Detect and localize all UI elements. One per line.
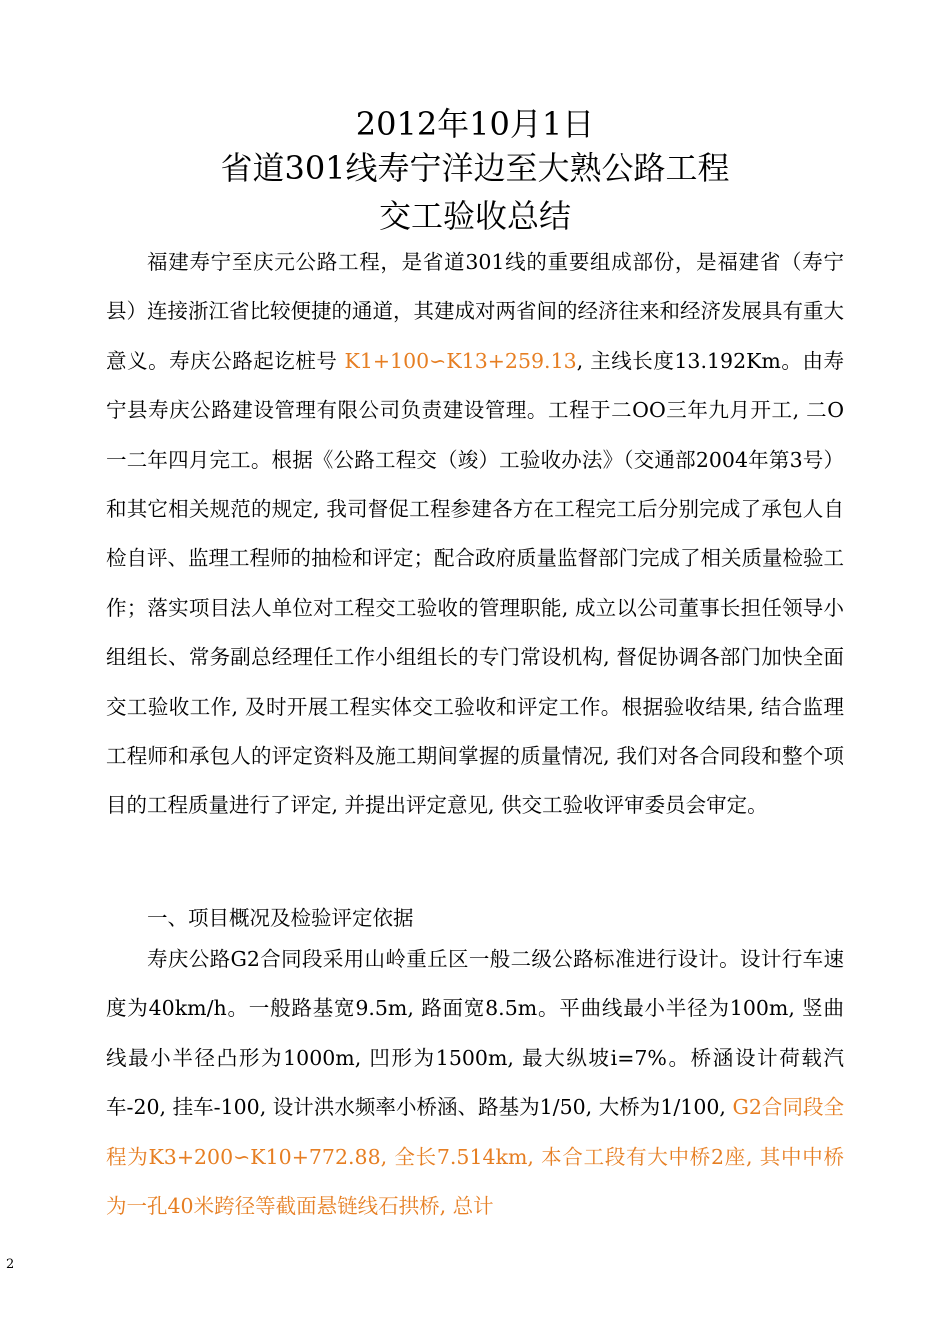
intro-text-a: 福建寿宁至庆元公路工程，是省道301线的重要组成部份，是福建省（寿宁县）连接浙江省比较便捷的通道，其建成对两省间的经济往来和经济发展具有重大意义。寿庆公路起讫桩号 <box>106 250 844 373</box>
document-title-line2: 交工验收总结 <box>378 197 571 235</box>
section1-heading: 一、项目概况及检验评定依据 <box>147 906 414 930</box>
section1-paragraph <box>106 935 844 1231</box>
document-title-line1: 省道301线寿宁洋边至大熟公路工程 <box>220 149 730 187</box>
intro-paragraph <box>106 238 844 831</box>
section1-highlight: G2合同段全程为K3+200∽K10+772.88, 全长7.514km, 本合工段有大中桥2座, 其中中桥为一孔40米跨径等截面悬链线石拱桥, 总计 <box>106 1095 845 1219</box>
intro-highlight-stakes: K1+100∽K13+259.13 <box>337 348 577 373</box>
intro-text-b: , 主线长度13.192Km。由寿宁县寿庆公路建设管理有限公司负责建设管理。工程于二OO三年九月开工, 二O一二年四月完工。根据《公路工程交（竣）工验收办法》（交通部2004年第3号）和其它相关规范的规定, 我司督促工程参建各方在工程完工后分别完成了承包人自检自评、监理工程师的抽检和评定；配合政府质量监督部门完成了相关质量检验工作；落实项目法人单位对工程交工验收的管理职能, 成立以公司董事长担任领导小组组长、常务副总经理任工作小组组长的专门常设机构, 督促协调各部门加快全面交工验收工作, 及时开展工程实体交工验收和评定工作。根据验收结果, 结合监理工程师和承包人的评定资料及施工期间掌握的质量情况, 我们对各合同段和整个项目的工程质量进行了评定, 并提出评定意见, 供交工验收评审委员会审定。 <box>106 348 844 818</box>
section1-text-a: 寿庆公路G2合同段采用山岭重丘区一般二级公路标准进行设计。设计行车速度为40km/h。一般路基宽9.5m, 路面宽8.5m。平曲线最小半径为100m, 竖曲线最小半径凸形为1000m, 凹形为1500m, 最大纵坡i=7%。桥涵设计荷载汽车-20, 挂车-100, 设计洪水频率小桥涵、路基为1/50, 大桥为1/100, <box>106 947 844 1120</box>
page-number: 2 <box>6 1257 15 1272</box>
document-date: 2012年10月1日 <box>355 105 595 143</box>
